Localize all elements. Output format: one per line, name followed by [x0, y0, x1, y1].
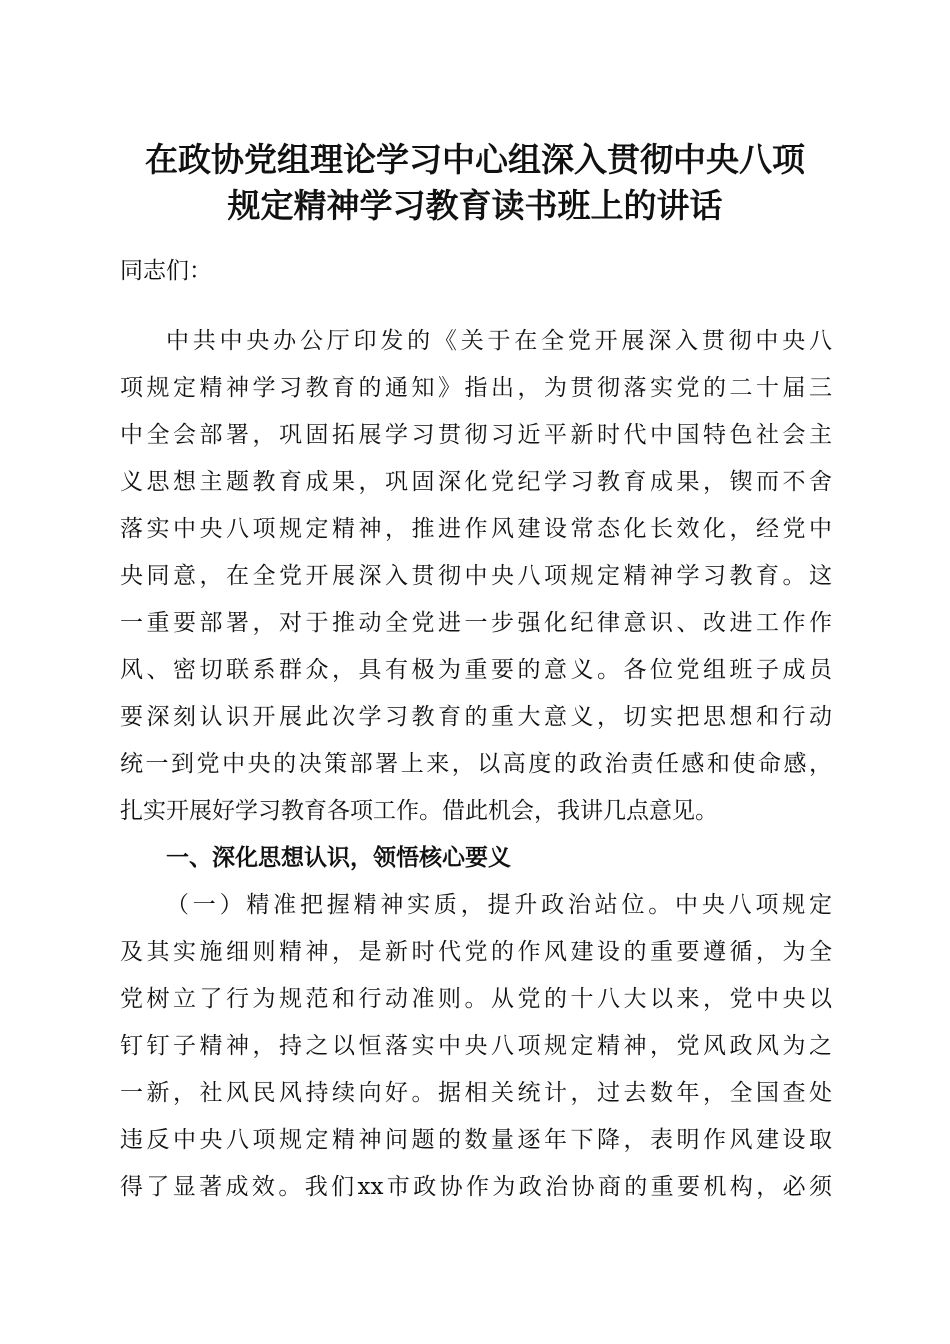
- paragraph-1-line: 中全会部署，巩固拓展学习贯彻习近平新时代中国特色社会主: [120, 422, 832, 448]
- paragraph-1-line: 风、密切联系群众，具有极为重要的意义。各位党组班子成员: [120, 657, 832, 683]
- document-title-line-2: 规定精神学习教育读书班上的讲话: [227, 186, 723, 225]
- paragraph-1-line: 义思想主题教育成果，巩固深化党纪学习教育成果，锲而不舍: [120, 469, 832, 495]
- paragraph-2-line: 违反中央八项规定精神问题的数量逐年下降，表明作风建设取: [120, 1127, 832, 1153]
- paragraph-2-line: 钉钉子精神，持之以恒落实中央八项规定精神，党风政风为之: [120, 1033, 832, 1059]
- paragraph-1-line: 统一到党中央的决策部署上来，以高度的政治责任感和使命感，: [120, 751, 832, 777]
- document-title-line-1: 在政协党组理论学习中心组深入贯彻中央八项: [145, 140, 805, 179]
- paragraph-1-line: 要深刻认识开展此次学习教育的重大意义，切实把思想和行动: [120, 704, 832, 730]
- paragraph-1-line: 中共中央办公厅印发的《关于在全党开展深入贯彻中央八: [166, 328, 832, 354]
- paragraph-2-line: （一）精准把握精神实质，提升政治站位。中央八项规定: [166, 892, 832, 918]
- paragraph-1-line: 一重要部署，对于推动全党进一步强化纪律意识、改进工作作: [120, 610, 832, 636]
- paragraph-1-line: 项规定精神学习教育的通知》指出，为贯彻落实党的二十届三: [120, 375, 832, 401]
- paragraph-1-line: 落实中央八项规定精神，推进作风建设常态化长效化，经党中: [120, 516, 832, 542]
- paragraph-2-line: 得了显著成效。我们xx市政协作为政治协商的重要机构，必须: [120, 1174, 832, 1200]
- paragraph-2-line: 及其实施细则精神，是新时代党的作风建设的重要遵循，为全: [120, 939, 832, 965]
- paragraph-2-line: 党树立了行为规范和行动准则。从党的十八大以来，党中央以: [120, 986, 832, 1012]
- salutation: 同志们：: [120, 258, 212, 284]
- section-1-heading: 一、深化思想认识，领悟核心要义: [166, 845, 511, 871]
- paragraph-1-line: 扎实开展好学习教育各项工作。借此机会，我讲几点意见。: [120, 798, 718, 824]
- paragraph-1-line: 央同意，在全党开展深入贯彻中央八项规定精神学习教育。这: [120, 563, 832, 589]
- paragraph-2-line: 一新，社风民风持续向好。据相关统计，过去数年，全国查处: [120, 1080, 832, 1106]
